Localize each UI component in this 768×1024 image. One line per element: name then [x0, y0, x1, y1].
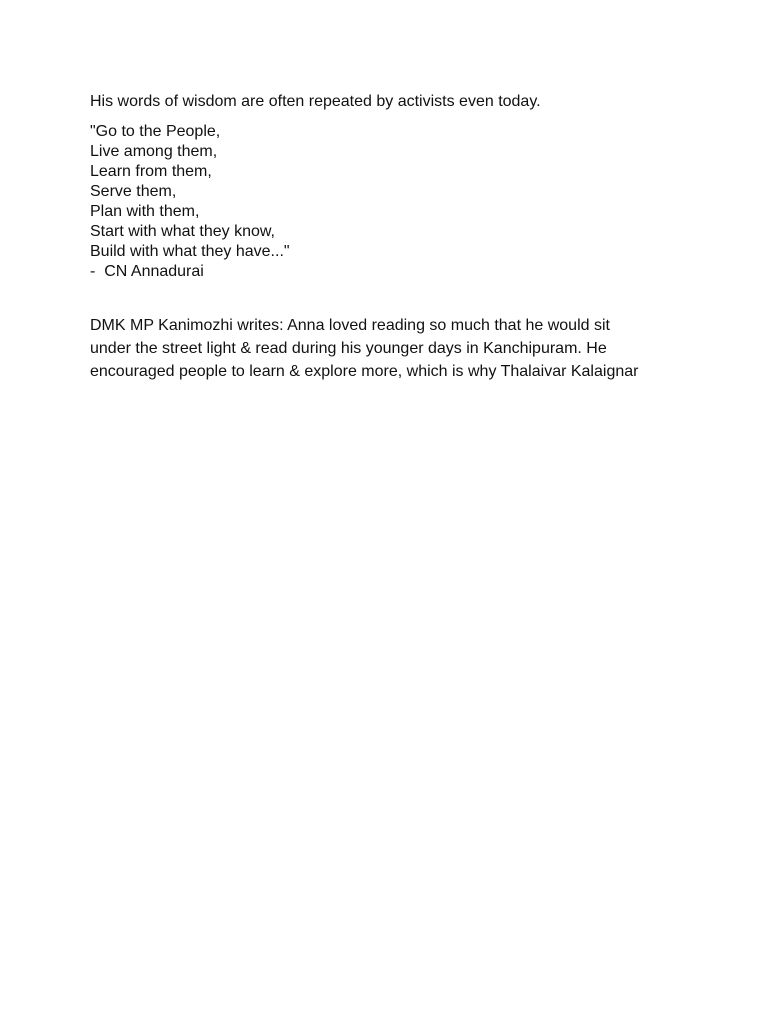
quote-line: Serve them, — [90, 183, 177, 200]
paragraph-line: under the street light & read during his younger days in Kanchipuram. He — [90, 340, 607, 357]
quote-line: Live among them, — [90, 143, 218, 160]
quote-block — [90, 122, 690, 282]
intro-text: His words of wisdom are often repeated by activists even today. — [90, 93, 541, 110]
body-paragraph — [90, 314, 690, 383]
quote-line: Learn from them, — [90, 163, 212, 180]
quote-line: Build with what they have..." — [90, 243, 290, 260]
quote-line: Start with what they know, — [90, 223, 275, 240]
quote-line: "Go to the People, — [90, 123, 221, 140]
quote-attribution: - CN Annadurai — [90, 263, 204, 280]
document-body — [90, 92, 690, 383]
quote-line: Plan with them, — [90, 203, 200, 220]
paragraph-line: DMK MP Kanimozhi writes: Anna loved reading so much that he would sit — [90, 317, 610, 334]
paragraph-line: encouraged people to learn & explore more, which is why Thalaivar Kalaignar — [90, 363, 639, 380]
